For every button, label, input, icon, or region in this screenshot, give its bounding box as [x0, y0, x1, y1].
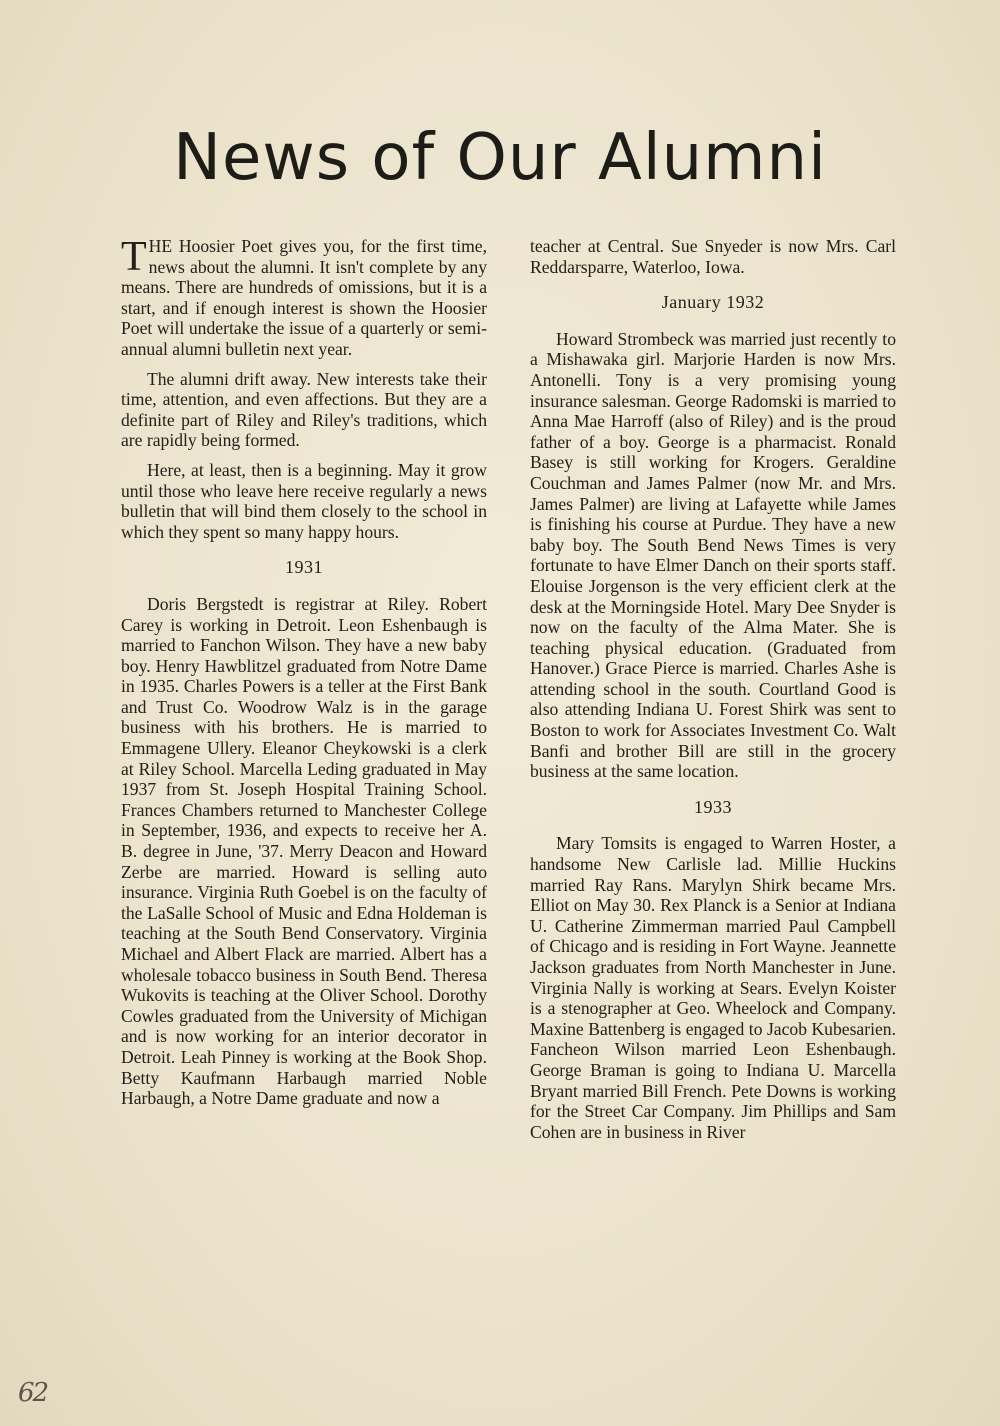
handwritten-page-number: 62 [18, 1378, 48, 1408]
drop-cap: T [121, 234, 147, 280]
intro-paragraph-1-text: HE Hoosier Poet gives you, for the first time, news about the alumni. It isn't complete by any means. There are hundreds of omissions, but it is a start, and if enough interest is shown the Hoosier Poet will undertake the issue of a quarterly or semi-annual alumni bulletin next year. [121, 236, 487, 359]
section-heading-january-1932: January 1932 [661, 292, 765, 313]
right-column [530, 236, 896, 1151]
section-heading-1931: 1931 [285, 557, 323, 578]
section-1931-body: Doris Bergstedt is registrar at Riley. Robert Carey is working in Detroit. Leon Eshenbaugh is married to Fanchon Wilson. They have a new baby boy. Henry Hawblitzel graduated from Notre Dame in 1935. Charles Powers is a teller at the First Bank and Trust Co. Woodrow Walz is in the garage business with his brothers. He is married to Emmagene Ullery. Eleanor Cheykowski is a clerk at Riley School. Marcella Leding graduated in May 1937 from St. Joseph Hospital Training School. Frances Chambers returned to Manchester College in September, 1936, and expects to receive her A. B. degree in June, '37. Merry Deacon and Howard Zerbe are married. Howard is selling auto insurance. Virginia Ruth Goebel is on the faculty of the LaSalle School of Music and Edna Holdeman is teaching at the South Bend Conservatory. Virginia Michael and Albert Flack are married. Albert has a wholesale tobacco business in South Bend. Theresa Wukovits is teaching at the Oliver School. Dorothy Cowles graduated from the University of Michigan and is now working for an interior decorator in Detroit. Leah Pinney is working at the Book Shop. Betty Kaufmann Harbaugh married Noble Harbaugh, a Notre Dame graduate and now a [121, 593, 487, 1109]
intro-paragraph-1 [121, 236, 487, 360]
page-title: News of Our Alumni [173, 121, 827, 195]
intro-paragraph-2: The alumni drift away. New interests take their time, attention, and even affections. But they are a definite part of Riley and Riley's traditions, which are rapidly being formed. [121, 368, 487, 451]
section-heading-1933: 1933 [694, 796, 732, 817]
left-column [121, 236, 487, 1118]
section-january-1932-body: Howard Strombeck was married just recently to a Mishawaka girl. Marjorie Harden is now Mrs. Antonelli. Tony is a very promising young insurance salesman. George Radomski is married to Anna Mae Harroff (also of Riley) and is the proud father of a boy. George is a pharmacist. Ronald Basey is still working for Krogers. Geraldine Couchman and James Palmer (now Mr. and Mrs. James Palmer) are living at Lafayette while James is finishing his course at Purdue. They have a new baby boy. The South Bend News Times is very fortunate to have Elmer Danch on their sports staff. Elouise Jorgenson is the very efficient clerk at the desk at the Morningside Hotel. Mary Dee Snyder is now on the faculty of the Alma Mater. She is teaching physical education. (Graduated from Hanover.) Grace Pierce is married. Charles Ashe is attending school in the south. Courtland Good is also attending Indiana U. Forest Shirk was sent to Boston to work for Associates Investment Co. Walt Banfi and brother Bill are still in the grocery business at the same location. [530, 328, 896, 782]
intro-paragraph-3: Here, at least, then is a beginning. May it grow until those who leave here receive regularly a news bulletin that will bind them closely to the school in which they spent so many happy hours. [121, 459, 487, 542]
section-1933-body: Mary Tomsits is engaged to Warren Hoster, a handsome New Carlisle lad. Millie Huckins married Ray Rans. Marylyn Shirk became Mrs. Elliot on May 30. Rex Planck is a Senior at Indiana U. Catherine Zimmerman married Paul Campbell of Chicago and is residing in Fort Wayne. Jeannette Jackson graduates from North Manchester in June. Virginia Nally is working at Sears. Evelyn Koister is a stenographer at Geo. Wheelock and Company. Maxine Battenberg is engaged to Jacob Kubesarien. Fancheon Wilson married Leon Eshenbaugh. George Braman is going to Indiana U. Marcella Bryant married Bill French. Pete Downs is working for the Street Car Company. Jim Phillips and Sam Cohen are in business in River [530, 833, 896, 1142]
section-1931-continued: teacher at Central. Sue Snyeder is now Mrs. Carl Reddarsparre, Waterloo, Iowa. [530, 236, 896, 277]
